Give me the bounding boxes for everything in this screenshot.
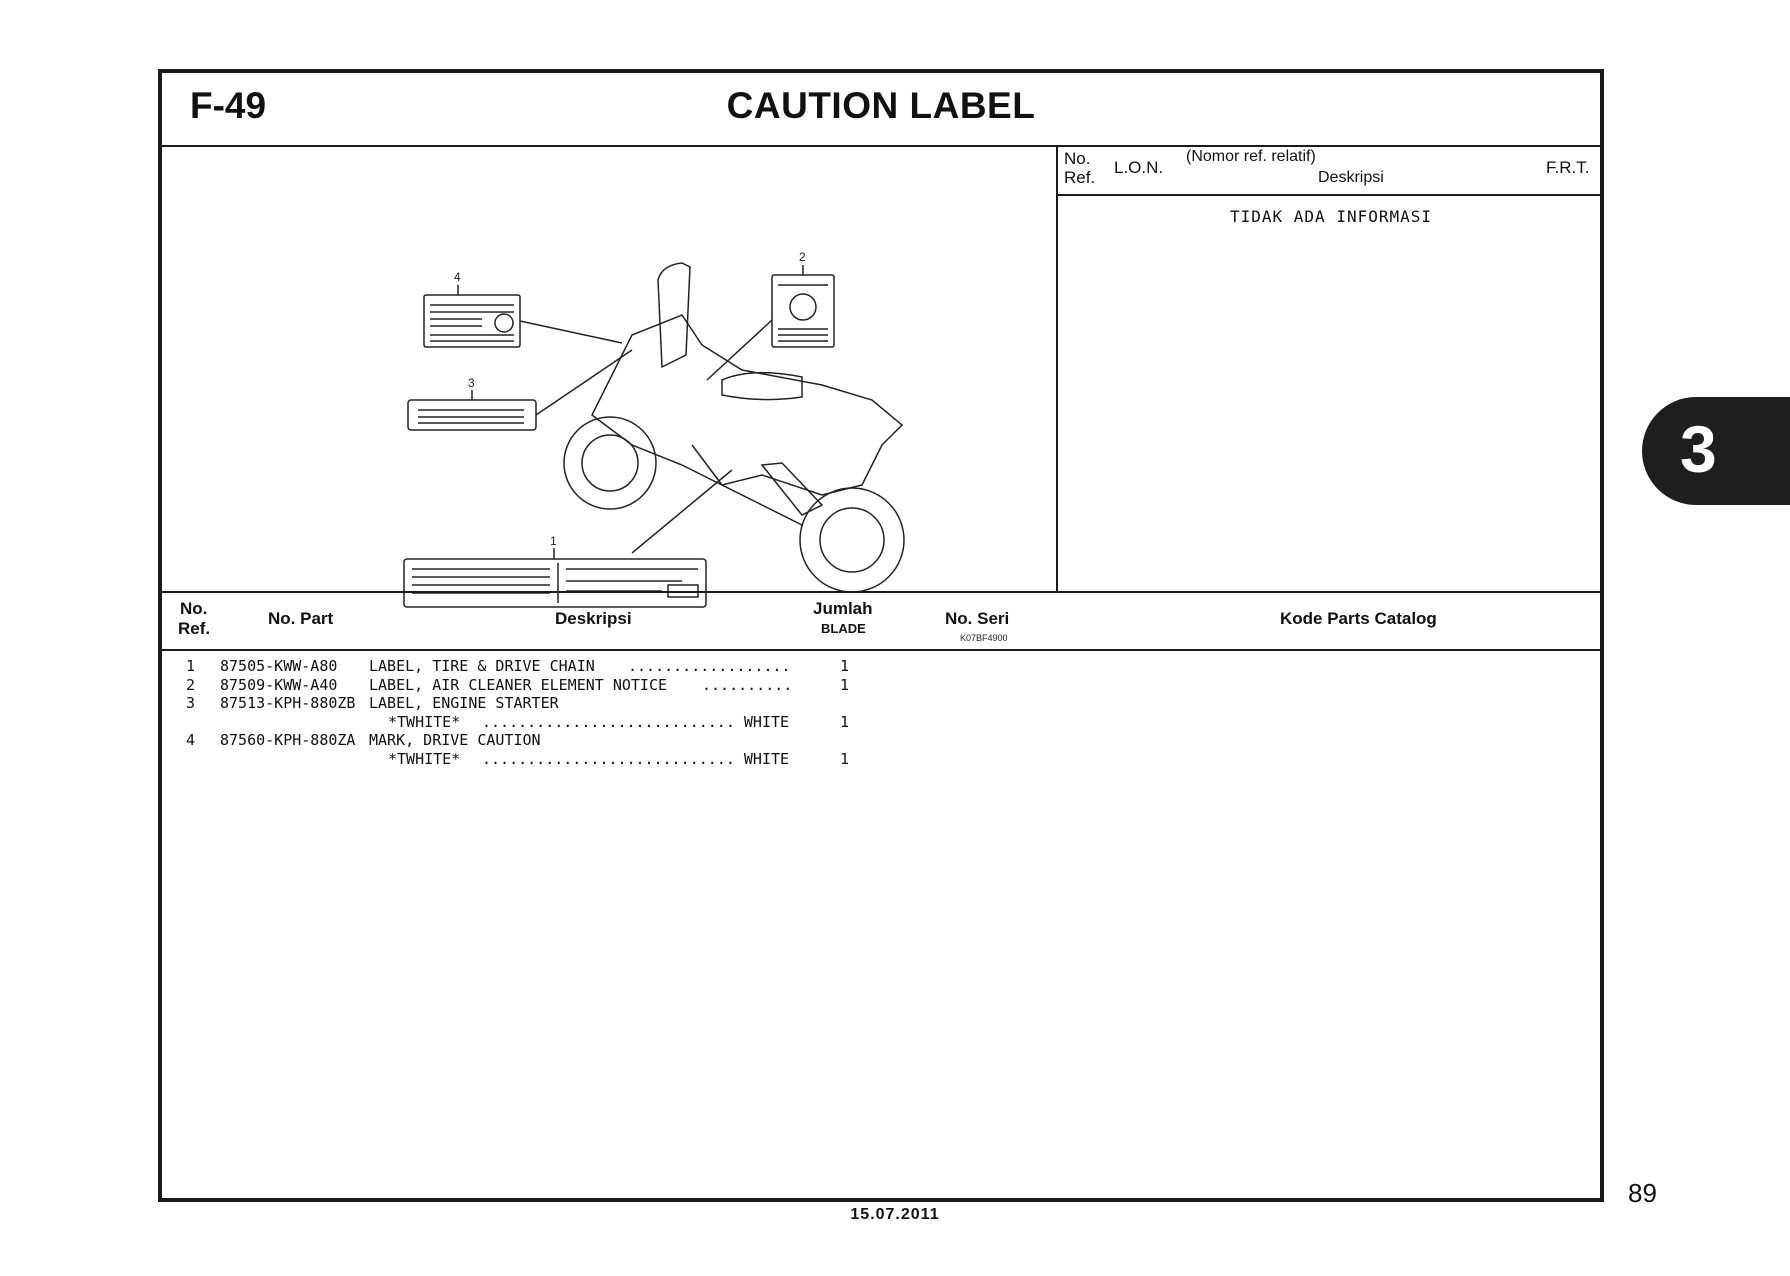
info-table-header <box>1058 145 1604 196</box>
label-4-drawing <box>424 295 520 347</box>
row-ref: 3 <box>186 694 196 712</box>
parts-col-blade: BLADE <box>821 621 866 636</box>
row-leader-dots: .......... <box>702 675 793 694</box>
chapter-number: 3 <box>1680 412 1717 486</box>
info-col-frt: F.R.T. <box>1546 158 1590 177</box>
figure-code: F-49 <box>190 85 267 126</box>
row-description: *TWHITE* <box>388 749 461 768</box>
row-leader-dots: ............................ WHITE <box>482 749 790 768</box>
row-part-number: 87505-KWW-A80 <box>220 657 338 675</box>
info-table <box>1058 145 1604 591</box>
no-info-message: TIDAK ADA INFORMASI <box>1229 207 1433 226</box>
row-description: LABEL, AIR CLEANER ELEMENT NOTICE <box>369 675 668 694</box>
table-row <box>162 694 1600 713</box>
parts-col-kode: Kode Parts Catalog <box>1280 609 1437 628</box>
parts-col-ref: Ref. <box>178 619 211 638</box>
label-3-drawing <box>408 400 536 430</box>
parts-col-jumlah: Jumlah <box>813 599 873 618</box>
page-header <box>162 73 1600 147</box>
table-row <box>162 713 1600 732</box>
parts-list <box>162 657 1600 768</box>
row-leader-dots: .................. <box>628 657 791 675</box>
parts-col-no: No. <box>180 599 208 618</box>
row-part-number: 87513-KPH-880ZB <box>220 694 356 712</box>
row-ref: 2 <box>186 675 196 694</box>
table-row <box>162 657 1600 676</box>
row-ref: 4 <box>186 731 196 749</box>
row-description: *TWHITE* <box>388 712 461 731</box>
row-quantity: 1 <box>840 749 850 768</box>
parts-col-deskripsi: Deskripsi <box>555 609 632 628</box>
page-frame <box>158 69 1604 1202</box>
row-description: LABEL, TIRE & DRIVE CHAIN <box>369 657 595 675</box>
row-leader-dots: ............................ WHITE <box>482 712 790 731</box>
table-row <box>162 731 1600 750</box>
print-date: 15.07.2011 <box>850 1206 940 1223</box>
callout-3: 3 <box>468 376 475 390</box>
row-description: MARK, DRIVE CAUTION <box>369 731 541 749</box>
info-col-nomor: (Nomor ref. relatif) <box>1186 148 1316 165</box>
callout-1: 1 <box>550 534 557 548</box>
page-number: 89 <box>1628 1178 1657 1208</box>
row-part-number: 87509-KWW-A40 <box>220 675 338 694</box>
parts-table-header <box>162 591 1600 651</box>
row-quantity: 1 <box>840 675 850 694</box>
row-part-number: 87560-KPH-880ZA <box>220 731 356 749</box>
figure-id: K07BF4900 <box>960 633 1008 643</box>
info-col-deskripsi: Deskripsi <box>1318 169 1384 186</box>
info-col-no: No. <box>1064 149 1091 168</box>
info-col-lon: L.O.N. <box>1114 158 1164 177</box>
table-row <box>162 750 1600 769</box>
label-2-drawing <box>772 275 834 347</box>
callout-2: 2 <box>799 250 806 264</box>
row-ref: 1 <box>186 657 196 675</box>
chapter-tab <box>1642 397 1790 505</box>
callout-4: 4 <box>454 270 461 284</box>
parts-col-seri: No. Seri <box>945 609 1010 628</box>
row-quantity: 1 <box>840 657 850 675</box>
row-description: LABEL, ENGINE STARTER <box>369 694 559 712</box>
row-quantity: 1 <box>840 712 850 731</box>
parts-col-part: No. Part <box>268 609 334 628</box>
info-col-ref: Ref. <box>1064 168 1096 187</box>
page-title: CAUTION LABEL <box>726 85 1036 126</box>
table-row <box>162 676 1600 695</box>
